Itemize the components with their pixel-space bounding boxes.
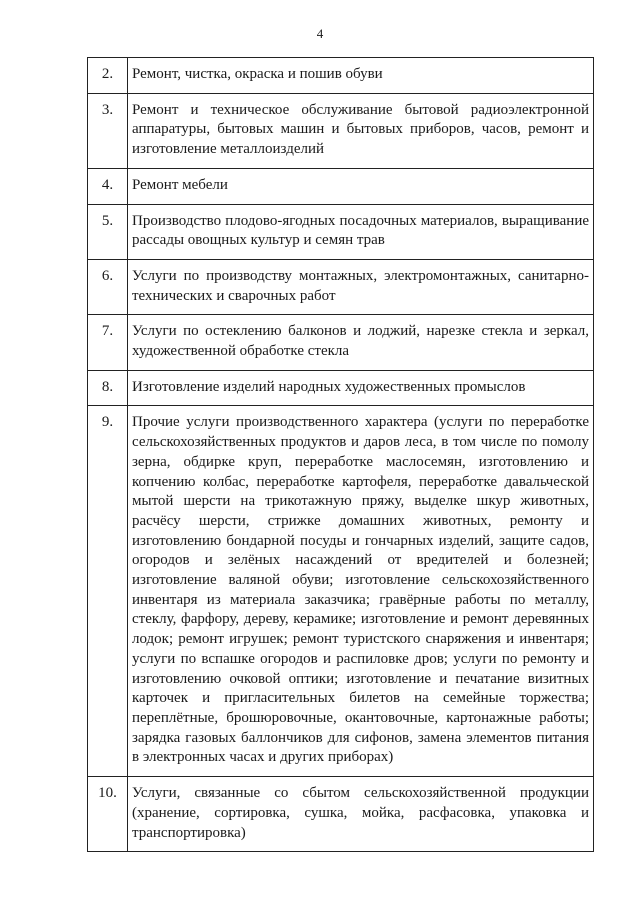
- table-row: [88, 204, 594, 259]
- table-row: [88, 315, 594, 370]
- row-text: Производство плодово-ягодных посадочных материалов, выращивание рассады овощных культур и семян трав: [128, 204, 594, 259]
- row-number: 2.: [88, 58, 128, 94]
- table-row: [88, 93, 594, 168]
- row-number: 10.: [88, 777, 128, 852]
- row-text: Изготовление изделий народных художественных промыслов: [128, 370, 594, 406]
- table-row: [88, 777, 594, 852]
- row-text: Услуги по остеклению балконов и лоджий, нарезке стекла и зеркал, художественной обработке стекла: [128, 315, 594, 370]
- table-row: [88, 259, 594, 314]
- row-text: Ремонт и техническое обслуживание бытовой радиоэлектронной аппаратуры, бытовых машин и бытовых приборов, часов, ремонт и изготовление металлоизделий: [128, 93, 594, 168]
- row-number: 8.: [88, 370, 128, 406]
- row-number: 7.: [88, 315, 128, 370]
- services-table: [87, 57, 594, 852]
- row-number: 3.: [88, 93, 128, 168]
- page-number: 4: [316, 26, 324, 41]
- table-row: [88, 168, 594, 204]
- row-number: 6.: [88, 259, 128, 314]
- table-row: [88, 406, 594, 777]
- row-number: 5.: [88, 204, 128, 259]
- row-number: 9.: [88, 406, 128, 777]
- row-text: Услуги по производству монтажных, электромонтажных, санитарно-технических и сварочных работ: [128, 259, 594, 314]
- table-row: [88, 370, 594, 406]
- row-text: Услуги, связанные со сбытом сельскохозяйственной продукции (хранение, сортировка, сушка, мойка, расфасовка, упаковка и транспортировка): [128, 777, 594, 852]
- row-text: Ремонт мебели: [128, 168, 594, 204]
- row-number: 4.: [88, 168, 128, 204]
- row-text: Прочие услуги производственного характера (услуги по переработке сельскохозяйственных продуктов и даров леса, в том числе по помолу зерна, обдирке круп, переработке маслосемян, изготовлению и копчению колбас, переработке картофеля, переработке давальческой мытой шерсти на трикотажную пряжу, выделке шкур животных, расчёсу шерсти, стрижке домашних животных, ремонту и изготовлению бондарной посуды и гончарных изделий, защите садов, огородов и зелёных насаждений от вредителей и болезней; изготовление валяной обуви; изготовление сельскохозяйственного инвентаря из материала заказчика; гравёрные работы по металлу, стеклу, фарфору, дереву, керамике; изготовление и ремонт деревянных лодок; ремонт игрушек; ремонт туристского снаряжения и инвентаря; услуги по вспашке огородов и распиловке дров; услуги по ремонту и изготовлению очковой оптики; изготовление и печатание визитных карточек и пригласительных билетов на семейные торжества; переплётные, брошюровочные, окантовочные, картонажные работы; зарядка газовых баллончиков для сифонов, замена элементов питания в электронных часах и других приборах): [128, 406, 594, 777]
- row-text: Ремонт, чистка, окраска и пошив обуви: [128, 58, 594, 94]
- table-row: [88, 58, 594, 94]
